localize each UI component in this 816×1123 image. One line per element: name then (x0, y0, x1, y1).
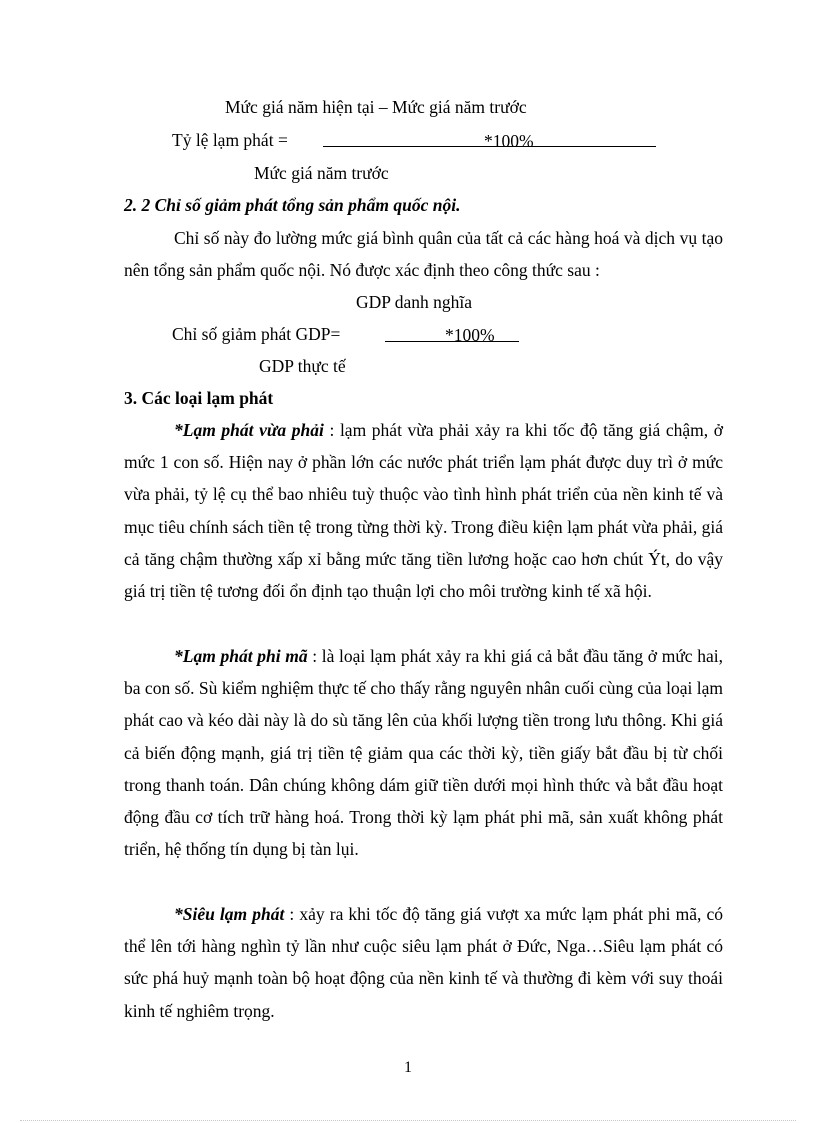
formula2-numerator: GDP danh nghĩa (356, 292, 473, 312)
formula2-label: Chỉ số giảm phát GDP= (172, 324, 341, 344)
formula1-numerator: Mức giá năm hiện tại – Mức giá năm trước (225, 97, 527, 117)
formula1-multiplier: *100% (484, 131, 534, 151)
term-moderate-inflation: *Lạm phát vừa phải (174, 420, 324, 440)
formula2-multiplier: *100% (445, 325, 495, 345)
formula2-denominator: GDP thực tế (259, 356, 346, 376)
term-galloping-inflation: *Lạm phát phi mã (174, 646, 308, 666)
page-number: 1 (404, 1059, 412, 1076)
paragraph-galloping-inflation (124, 640, 723, 865)
section-2-2-heading: 2. 2 Chỉ số giảm phát tổng sản phẩm quốc nội. (124, 195, 461, 215)
formula1-label: Tỷ lệ lạm phát = (172, 130, 288, 150)
paragraph-galloping-inflation-text: : là loại lạm phát xảy ra khi giá cả bắt đầu tăng ở mức hai, ba con số. Sù kiểm nghiệm thực tế cho thấy rằng nguyên nhân cuối cùng của loại lạm phát cao và kéo dài này là do sù tăng lên của khối lượng tiền trong lưu thông. Khi giá cả biến động mạnh, giá trị tiền tệ giảm qua các thời kỳ, tiền giấy bắt đầu bị từ chối trong thanh toán. Dân chúng không dám giữ tiền dưới mọi hình thức và bắt đầu hoạt động đầu cơ tích trữ hàng hoá. Trong thời kỳ lạm phát phi mã, sản xuất không phát triển, hệ thống tín dụng bị tàn lụi. (124, 646, 723, 860)
paragraph-moderate-inflation (124, 414, 723, 607)
page-bottom-divider (20, 1120, 796, 1121)
term-hyperinflation: *Siêu lạm phát (174, 904, 285, 924)
paragraph-moderate-inflation-text: : lạm phát vừa phải xảy ra khi tốc độ tăng giá chậm, ở mức 1 con số. Hiện nay ở phần lớn các nước phát triển lạm phát được duy trì ở mức vừa phải, tỷ lệ cụ thể bao nhiêu tuỳ thuộc vào tình hình phát triển của nền kinh tế và mục tiêu chính sách tiền tệ trong từng thời kỳ. Trong điều kiện lạm phát vừa phải, giá cả tăng chậm thường xấp xỉ bằng mức tăng tiền lương hoặc cao hơn chút Ýt, do vậy giá trị tiền tệ tương đối ổn định tạo thuận lợi cho môi trường kinh tế xã hội. (124, 420, 723, 602)
section-2-2-body: Chỉ số này đo lường mức giá bình quân của tất cả các hàng hoá và dịch vụ tạo nên tổng sản phẩm quốc nội. Nó được xác định theo công thức sau : (124, 228, 723, 281)
paragraph-hyperinflation-text: : xảy ra khi tốc độ tăng giá vượt xa mức lạm phát phi mã, có thể lên tới hàng nghìn tỷ lần như cuộc siêu lạm phát ở Đức, Nga…Siêu lạm phát có sức phá huỷ mạnh toàn bộ hoạt động của nền kinh tế và thường đi kèm với suy thoái kinh tế nghiêm trọng. (124, 904, 723, 1021)
paragraph-hyperinflation (124, 898, 723, 1027)
section-3-heading: 3. Các loại lạm phát (124, 388, 274, 408)
formula1-denominator: Mức giá năm trước (254, 163, 389, 183)
